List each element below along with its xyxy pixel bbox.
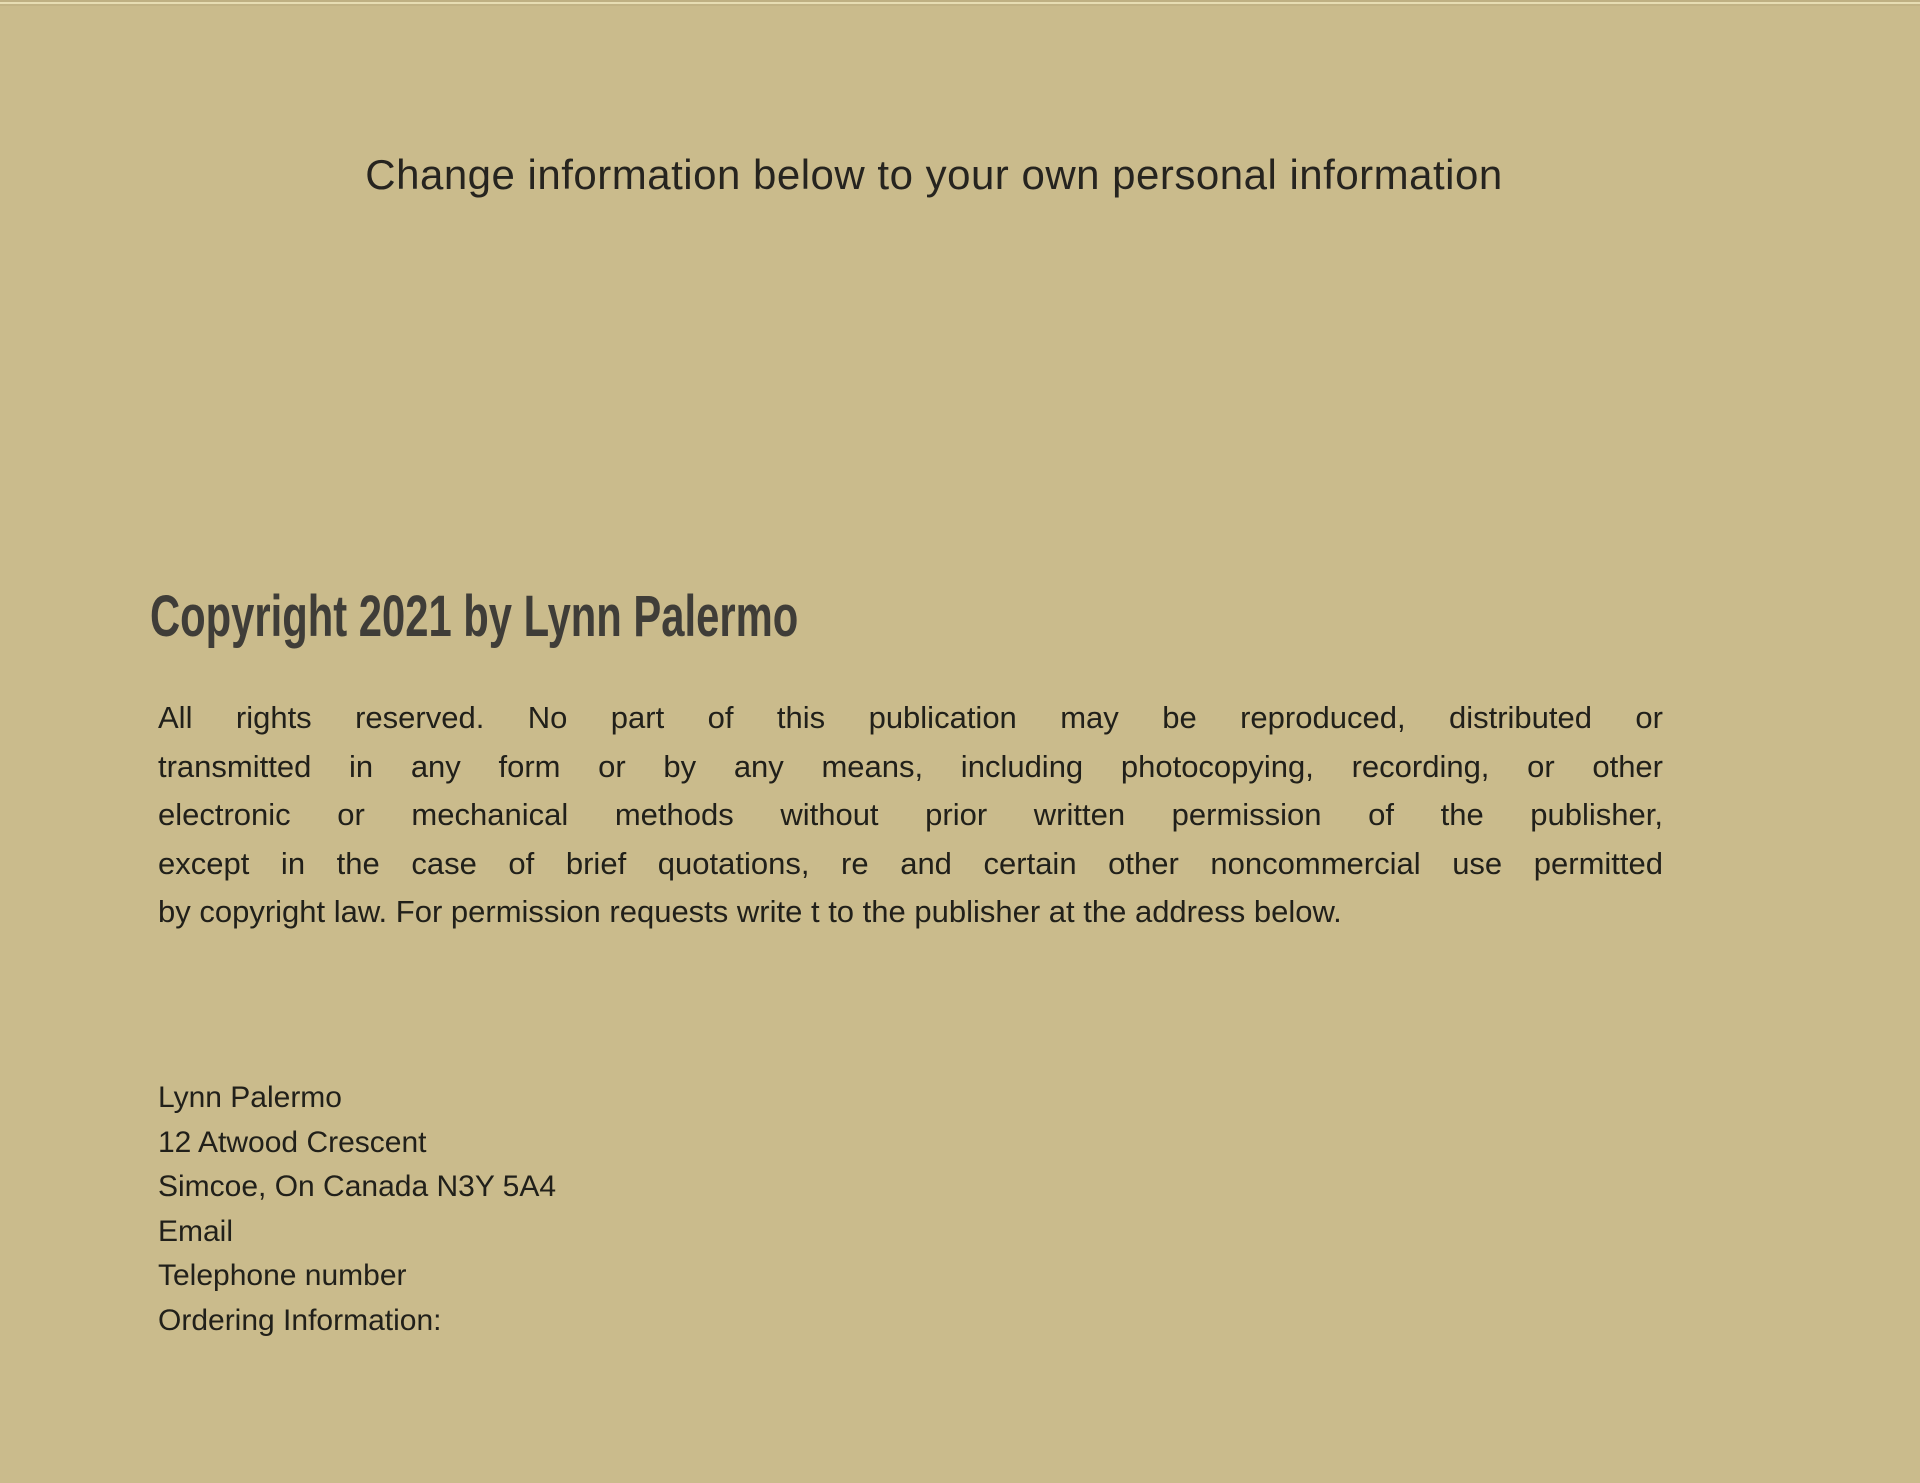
rights-notice-line: except in the case of brief quotations, re and certain other noncommercial use permitted — [158, 845, 1663, 881]
contact-city: Simcoe, On Canada N3Y 5A4 — [158, 1170, 557, 1203]
contact-block — [158, 1076, 556, 1343]
rights-notice-line: by copyright law. For permission requests write t to the publisher at the address below. — [158, 894, 1342, 929]
contact-ordering-label: Ordering Information: — [158, 1303, 442, 1337]
page-top-edge — [0, 0, 1920, 7]
copyright-heading: Copyright 2021 by Lynn Palermo — [150, 584, 799, 649]
instruction-banner: Change information below to your own personal information — [365, 151, 1503, 198]
rights-notice-paragraph — [158, 694, 1663, 937]
contact-name: Lynn Palermo — [158, 1081, 342, 1114]
rights-notice-line: transmitted in any form or by any means, including photocopying, recording, or other — [158, 748, 1663, 784]
contact-telephone-label: Telephone number — [158, 1259, 407, 1292]
contact-street: 12 Atwood Crescent — [158, 1125, 427, 1159]
rights-notice-line: All rights reserved. No part of this publication may be reproduced, distributed or — [158, 700, 1663, 735]
contact-email-label: Email — [158, 1214, 234, 1248]
rights-notice-line: electronic or mechanical methods without prior written permission of the publisher, — [158, 797, 1663, 832]
